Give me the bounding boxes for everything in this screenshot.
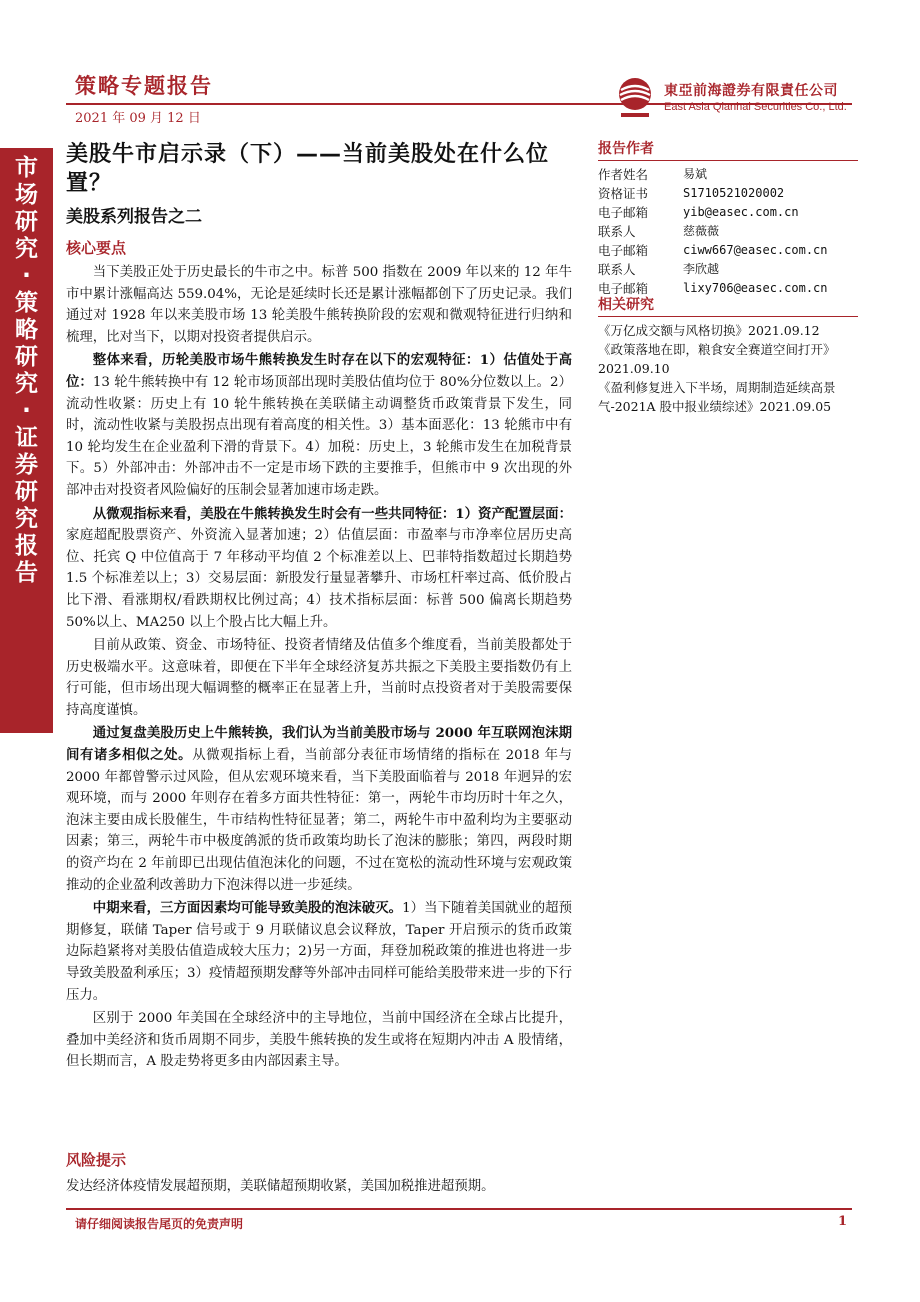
author-row [598, 241, 858, 260]
author-field-value: 李欣越 [683, 262, 720, 276]
footer-divider [66, 1208, 852, 1210]
author-panel [598, 138, 858, 298]
related-heading: 相关研究 [598, 294, 858, 317]
sidebar-char: 研 [15, 344, 38, 370]
sidebar [0, 0, 53, 1302]
sidebar-char: 究 [15, 371, 38, 397]
body-paragraph [66, 898, 572, 1006]
sidebar-char: 研 [15, 209, 38, 235]
author-field-label: 电子邮箱 [598, 205, 649, 220]
author-field-label: 联系人 [598, 224, 636, 239]
body-paragraph [66, 635, 572, 721]
paragraph-lead: 中期来看，三方面因素均可能导致美股的泡沫破灭。 [92, 900, 403, 917]
paragraph-text: 1）当下随着美国就业的超预期修复，联储 Taper 信号或于 9 月联储议息会议释放，Taper 开启预示的货币政策边际趋紧将对美股估值造成较大压力；2)另一方面，拜登加税政策的推进也将进一步导致美股盈利承压；3）疫情超预期发酵等外部冲击同样可能给美股带来进一步的下行压力。 [66, 901, 572, 1003]
sidebar-char: 略 [15, 317, 38, 343]
report-subtitle: 美股系列报告之二 [66, 207, 202, 227]
sidebar-char: 策 [15, 290, 38, 316]
author-field-label: 电子邮箱 [598, 281, 649, 296]
page-number: 1 [838, 1214, 848, 1229]
author-row [598, 165, 858, 184]
related-report-link[interactable]: 《盈利修复进入下半场，周期制造延续高景气-2021A 股中报业绩综述》2021.09.05 [598, 380, 836, 414]
paragraph-text: 13 轮牛熊转换中有 12 轮市场顶部出现时美股估值均位于 80%分位数以上。2）流动性收紧：历史上有 10 轮牛熊转换在美联储主动调整货币政策背景下发生，同时，流动性收紧与美股拐点出现有着高度的相关性。3）基本面恶化：13 轮熊市中有 10 轮均发生在企业盈利下滑的背景下。4）加税：历史上，3 轮熊市发生在加税背景下。5）外部冲击：外部冲击不一定是市场下跌的主要推手，但熊市中 9 次出现的外部冲击对投资者风险偏好的压制会显著加速市场走跌。 [66, 374, 573, 498]
sidebar-char: 市 [15, 155, 38, 181]
related-report-link[interactable]: 《政策落地在即，粮食安全赛道空间打开》2021.09.10 [598, 342, 836, 376]
brand-name-en: East Asia Qianhai Securities Co., Ltd. [664, 101, 847, 113]
author-field-value[interactable]: yib@easec.com.cn [683, 205, 799, 219]
paragraph-lead: 整体来看，历轮美股市场牛熊转换发生时存在以下的宏观特征：1）估值处于高位： [66, 352, 572, 390]
paragraph-text: 从微观指标上看，当前部分表征市场情绪的指标在 2018 年与 2000 年都曾警示过风险，但从宏观环境来看，当下美股面临着与 2018 年迥异的宏观环境，而与 2000 年则存在着多方面共性特征：第一，两轮牛市均历时十年之久，泡沫主要由成长股催生，牛市结构性特征显著；第二，两轮牛市中盈利均为主要驱动因素；第三，两轮牛市中极度鸽派的货币政策均助长了泡沫的膨胀；第四，两段时期的资产均在 2 年前即已出现估值泡沫化的问题，不过在宽松的流动性环境与宏观政策推动的企业盈利改善助力下泡沫得以进一步延续。 [66, 748, 573, 893]
paragraph-lead: 通过复盘美股历史上牛熊转换，我们认为当前美股市场与 2000 年互联网泡沫期间有诸多相似之处。 [66, 725, 572, 764]
brand-name-cn: 東亞前海證券有限責任公司 [664, 83, 838, 99]
paragraph-text: 当下美股正处于历史最长的牛市之中。标普 500 指数在 2009 年以来的 12 年牛市中累计涨幅高达 559.04%，无论是延续时长还是累计涨幅都创下了历史记录。我们通过对 1928 年以来美股市场 13 轮美股牛熊转换阶段的宏观和微观特征进行归纳和梳理，比对当下，以期对投资者提供启示。 [66, 265, 572, 345]
body-paragraph [66, 504, 572, 634]
author-field-value[interactable]: lixy706@easec.com.cn [683, 281, 828, 295]
sidebar-char: · [22, 263, 31, 289]
core-points-heading: 核心要点 [66, 239, 127, 257]
body-paragraph [66, 262, 572, 348]
author-field-value: 慈薇薇 [683, 224, 720, 238]
sidebar-char: 究 [15, 506, 38, 532]
sidebar-char: 证 [15, 425, 38, 451]
paragraph-text: 区别于 2000 年美国在全球经济中的主导地位，当前中国经济在全球占比提升，叠加中美经济和货币周期不同步，美股牛熊转换的发生或将在短期内冲击 A 股情绪，但长期而言，A 股走势将更多由内部因素主导。 [66, 1011, 572, 1070]
report-title: 美股牛市启示录（下）——当前美股处在什么位置？ [66, 142, 550, 196]
author-field-label: 作者姓名 [598, 167, 649, 182]
author-row [598, 260, 858, 279]
sidebar-char: 报 [15, 533, 38, 559]
sidebar-vertical-label [0, 155, 53, 587]
paragraph-text: 家庭超配股票资产、外资流入显著加速；2）估值层面：市盈率与市净率位居历史高位、托宾 Q 中位值高于 7 年移动平均值 2 个标准差以上、巴菲特指数超过长期趋势 1.5 个标准差以上；3）交易层面：新股发行量显著攀升、市场杠杆率过高、低价股占比下滑、看涨期权/看跌期权比例过高；4）技术指标层面：标普 500 偏离长期趋势 50%以上、MA250 以上个股占比大幅上升。 [66, 528, 572, 630]
sidebar-char: 券 [15, 452, 38, 478]
author-heading: 报告作者 [598, 138, 858, 161]
report-date: 2021 年 09 月 12 日 [75, 111, 201, 126]
author-field-value[interactable]: ciww667@easec.com.cn [683, 243, 828, 257]
sidebar-char: 究 [15, 236, 38, 262]
related-panel [598, 294, 858, 416]
body-paragraph [66, 723, 572, 896]
company-logo-icon [615, 76, 655, 120]
sidebar-char: 研 [15, 479, 38, 505]
author-field-label: 联系人 [598, 262, 636, 277]
author-row [598, 203, 858, 222]
core-points-body [66, 262, 572, 1075]
author-field-value: S1710521020002 [683, 186, 785, 200]
risk-heading: 风险提示 [66, 1151, 127, 1169]
related-report-link[interactable]: 《万亿成交额与风格切换》2021.09.12 [598, 323, 820, 338]
author-field-label: 电子邮箱 [598, 243, 649, 258]
author-row [598, 184, 858, 203]
body-paragraph [66, 350, 572, 501]
sidebar-char: 场 [15, 182, 38, 208]
report-type: 策略专题报告 [75, 74, 213, 98]
sidebar-char: 告 [15, 560, 38, 586]
sidebar-char: · [22, 398, 31, 424]
body-paragraph [66, 1008, 572, 1073]
paragraph-text: 目前从政策、资金、市场特征、投资者情绪及估值多个维度看，当前美股都处于历史极端水平。这意味着，即便在下半年全球经济复苏共振之下美股主要指数仍有上行可能，但市场出现大幅调整的概率正在显著上升，当前时点投资者对于美股需要保持高度谨慎。 [66, 638, 572, 718]
footer-disclaimer: 请仔细阅读报告尾页的免责声明 [75, 1217, 244, 1231]
author-field-value: 易斌 [683, 167, 708, 181]
paragraph-lead: 从微观指标来看，美股在牛熊转换发生时会有一些共同特征：1）资产配置层面： [92, 505, 572, 522]
risk-text: 发达经济体疫情发展超预期，美联储超预期收紧，美国加税推进超预期。 [66, 1179, 495, 1194]
author-row [598, 222, 858, 241]
author-field-label: 资格证书 [598, 186, 649, 201]
